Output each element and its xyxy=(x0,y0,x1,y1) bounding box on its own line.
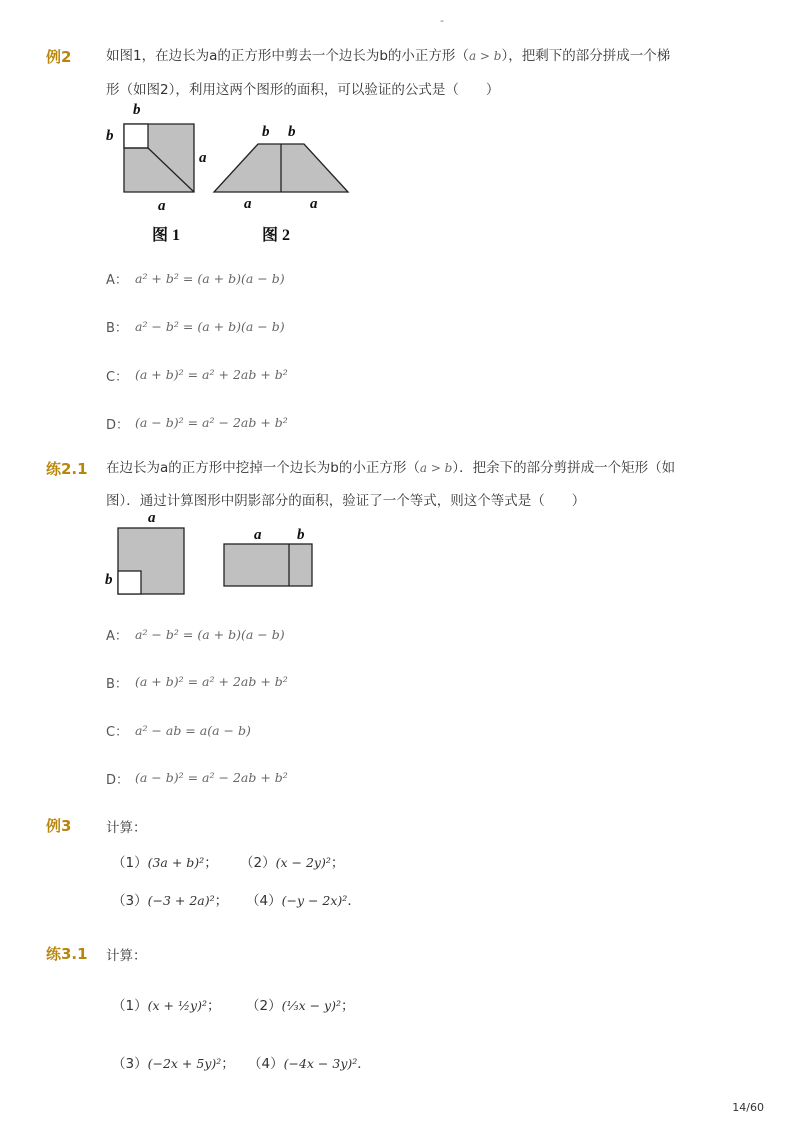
option-a-letter[interactable]: A： xyxy=(106,273,128,288)
figure-2-trapezoid xyxy=(210,140,352,196)
option-c-formula[interactable]: (a + b)² = a² + 2ab + b² xyxy=(135,367,288,382)
q-text: 如图1，在边长为a的正方形中剪去一个边长为b的小正方形（ xyxy=(106,48,469,64)
example-2-question-line-2: 形（如图2），利用这两个图形的面积，可以验证的公式是（ ） xyxy=(106,82,500,98)
q-text: ）．把余下的部分剪拼成一个矩形（如 xyxy=(452,460,676,476)
practice-square-label-top: a xyxy=(148,510,156,526)
figure-1-square xyxy=(120,120,200,196)
example-3-item-2: （2）(x − 2y)²； xyxy=(240,855,345,871)
practice-square-label-left: b xyxy=(105,572,113,588)
practice-3-1-item-2: （2）(⅓x − y)²； xyxy=(246,998,355,1014)
practice-3-1-title: 计算： xyxy=(106,948,147,964)
option-a-formula[interactable]: a² + b² = (a + b)(a − b) xyxy=(135,271,285,286)
practice-2-1-question-line-2: 图）．通过计算图形中阴影部分的面积，验证了一个等式，则这个等式是（ ） xyxy=(106,493,586,509)
practice-figure-rectangle xyxy=(220,540,318,592)
practice-option-d-formula[interactable]: (a − b)² = a² − 2ab + b² xyxy=(135,770,288,785)
example-3-item-3: （3）(−3 + 2a)²； xyxy=(112,893,229,909)
practice-2-1-question-line-1 xyxy=(106,458,726,478)
practice-rect-label-a: a xyxy=(254,527,262,543)
practice-option-a-letter[interactable]: A： xyxy=(106,629,128,644)
practice-3-1-tag: 练3.1 xyxy=(46,945,88,963)
practice-option-c-letter[interactable]: C： xyxy=(106,725,129,740)
figure-1-cut-square xyxy=(124,124,148,148)
practice-rectangle-shape xyxy=(224,544,312,586)
page-number: 14/60 xyxy=(732,1101,764,1114)
example-3-item-1: （1）(3a + b)²； xyxy=(112,855,218,871)
practice-3-1-item-1: （1）(x + ½y)²； xyxy=(112,998,221,1014)
figure-1-label-left: b xyxy=(106,128,114,144)
example-3-item-4: （4）(−y − 2x)²． xyxy=(246,893,361,909)
practice-option-d-letter[interactable]: D： xyxy=(106,773,130,788)
practice-option-b-formula[interactable]: (a + b)² = a² + 2ab + b² xyxy=(135,674,288,689)
figure-1-label-bottom: a xyxy=(158,198,166,214)
practice-option-a-formula[interactable]: a² − b² = (a + b)(a − b) xyxy=(135,627,285,642)
figure-2-label-bottom-right: a xyxy=(310,196,318,212)
figure-1-label-top: b xyxy=(133,102,141,118)
figure-1-label-right: a xyxy=(199,150,207,166)
practice-figure-square xyxy=(114,524,188,598)
practice-cut-square xyxy=(118,571,141,594)
practice-option-c-formula[interactable]: a² − ab = a(a − b) xyxy=(135,723,251,738)
example-2-question-line-1 xyxy=(106,46,726,66)
option-d-formula[interactable]: (a − b)² = a² − 2ab + b² xyxy=(135,415,288,430)
example-3-tag: 例3 xyxy=(46,817,72,835)
q-condition: a > b xyxy=(419,461,453,475)
practice-rect-label-b: b xyxy=(297,527,305,543)
figure-2-label-bottom-left: a xyxy=(244,196,252,212)
q-text: ），把剩下的部分拼成一个梯 xyxy=(501,48,671,64)
q-text: 在边长为a的正方形中挖掉一个边长为b的小正方形（ xyxy=(106,460,420,476)
example-2-tag: 例2 xyxy=(46,48,72,66)
option-b-letter[interactable]: B： xyxy=(106,321,128,336)
option-b-formula[interactable]: a² − b² = (a + b)(a − b) xyxy=(135,319,285,334)
option-c-letter[interactable]: C： xyxy=(106,370,129,385)
figure-1-caption: 图 1 xyxy=(152,227,181,244)
practice-3-1-item-4: （4）(−4x − 3y)²． xyxy=(248,1056,371,1072)
figure-2-label-top-left: b xyxy=(262,124,270,140)
example-3-title: 计算： xyxy=(106,820,147,836)
practice-2-1-tag: 练2.1 xyxy=(46,460,88,478)
practice-3-1-item-3: （3）(−2x + 5y)²； xyxy=(112,1056,235,1072)
q-condition: a > b xyxy=(468,49,502,63)
figure-2-label-top-right: b xyxy=(288,124,296,140)
header-mark: - xyxy=(440,14,444,27)
option-d-letter[interactable]: D： xyxy=(106,418,130,433)
practice-option-b-letter[interactable]: B： xyxy=(106,677,128,692)
figure-2-caption: 图 2 xyxy=(262,227,291,244)
